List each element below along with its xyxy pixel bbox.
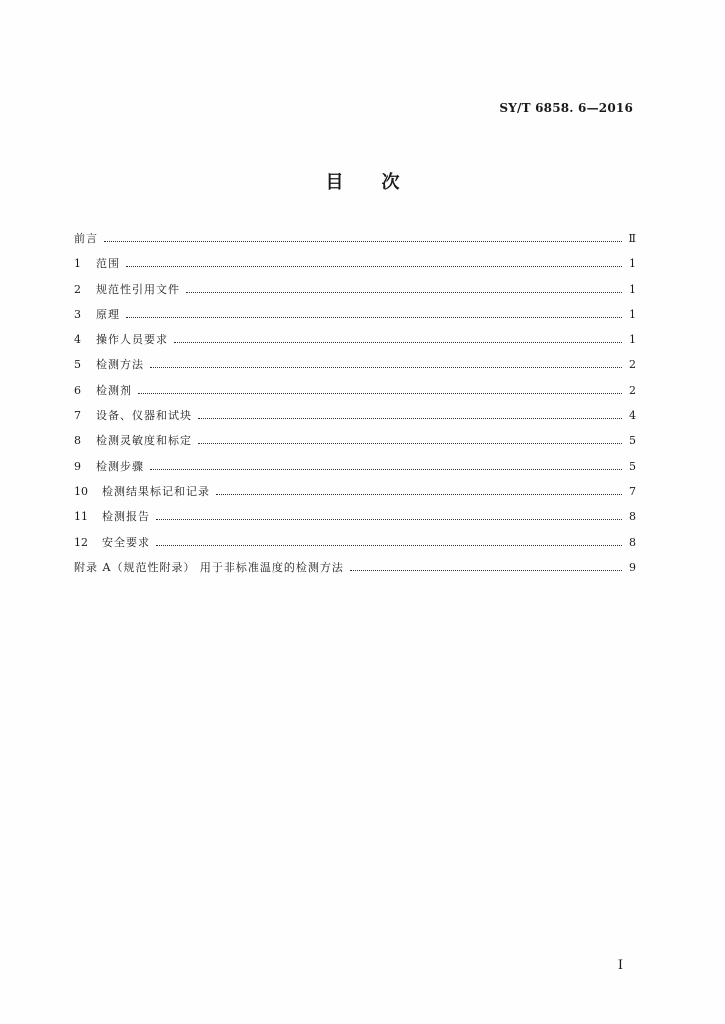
toc-entry-page: 5	[629, 434, 636, 448]
toc-entry-12[interactable]	[74, 534, 636, 559]
toc-entry-9[interactable]	[74, 458, 636, 483]
dot-leader	[150, 468, 622, 470]
toc-entry-8[interactable]	[74, 432, 636, 457]
toc-entry-number: 6	[74, 383, 81, 397]
dot-leader	[174, 341, 622, 343]
page-number: I	[617, 958, 623, 973]
toc-entry-label: 原理	[96, 307, 120, 321]
dot-leader	[138, 392, 622, 394]
toc-entry-label: 附录 A（规范性附录） 用于非标准温度的检测方法	[74, 560, 344, 574]
toc-entry-number: 7	[74, 409, 81, 423]
toc-entry-label: 安全要求	[102, 535, 150, 549]
dot-leader	[186, 291, 622, 293]
toc-entry-5[interactable]	[74, 356, 636, 381]
toc-entry-page: 1	[629, 257, 636, 271]
toc-entry-page: 9	[629, 560, 636, 574]
toc-entry-page: 7	[629, 484, 636, 498]
toc-entry-number: 1	[74, 257, 81, 271]
dot-leader	[126, 316, 622, 318]
toc-entry-label: 检测步骤	[96, 459, 144, 473]
dot-leader	[126, 265, 622, 267]
toc-entry-page: 1	[629, 307, 636, 321]
page-title: 目次	[325, 172, 438, 193]
toc-entry-label: 检测方法	[96, 358, 144, 372]
toc-entry-label: 前言	[74, 232, 98, 245]
toc-entry-label: 设备、仪器和试块	[96, 409, 192, 423]
dot-leader	[104, 240, 622, 242]
toc-entry-page: 2	[629, 383, 636, 397]
toc-entry-foreword[interactable]	[74, 230, 636, 255]
toc-entry-4[interactable]	[74, 331, 636, 356]
toc-entry-page: 1	[629, 333, 636, 347]
toc-entry-10[interactable]	[74, 483, 636, 508]
toc-entry-page: 4	[629, 409, 636, 423]
toc-entry-6[interactable]	[74, 382, 636, 407]
dot-leader	[198, 442, 622, 444]
toc-entry-number: 10	[74, 484, 88, 498]
toc-entry-3[interactable]	[74, 306, 636, 331]
toc-entry-page: 1	[629, 282, 636, 296]
table-of-contents	[74, 230, 636, 584]
toc-entry-page: 8	[629, 510, 636, 524]
dot-leader	[198, 417, 622, 419]
toc-entry-page: Ⅱ	[628, 232, 636, 245]
dot-leader	[156, 544, 622, 546]
toc-entry-page: 2	[629, 358, 636, 372]
dot-leader	[150, 366, 622, 368]
toc-entry-number: 2	[74, 282, 81, 296]
toc-entry-page: 8	[629, 535, 636, 549]
toc-entry-label: 检测剂	[96, 383, 132, 397]
standard-code: SY/T 6858. 6—2016	[499, 101, 633, 115]
dot-leader	[216, 493, 622, 495]
dot-leader	[350, 569, 622, 571]
toc-entry-label: 范围	[96, 257, 120, 271]
toc-entry-2[interactable]	[74, 281, 636, 306]
toc-entry-label: 检测灵敏度和标定	[96, 434, 192, 448]
toc-entry-label: 检测结果标记和记录	[102, 484, 210, 498]
toc-entry-1[interactable]	[74, 255, 636, 280]
toc-entry-number: 5	[74, 358, 81, 372]
toc-entry-number: 12	[74, 535, 88, 549]
toc-entry-11[interactable]	[74, 508, 636, 533]
toc-entry-appendix-a[interactable]	[74, 559, 636, 584]
toc-entry-number: 11	[74, 510, 88, 524]
toc-entry-number: 4	[74, 333, 81, 347]
toc-entry-label: 规范性引用文件	[96, 282, 180, 296]
toc-entry-7[interactable]	[74, 407, 636, 432]
toc-entry-number: 9	[74, 459, 81, 473]
toc-entry-label: 检测报告	[102, 510, 150, 524]
toc-entry-page: 5	[629, 459, 636, 473]
toc-entry-number: 8	[74, 434, 81, 448]
toc-entry-number: 3	[74, 307, 81, 321]
dot-leader	[156, 518, 622, 520]
toc-entry-label: 操作人员要求	[96, 333, 168, 347]
